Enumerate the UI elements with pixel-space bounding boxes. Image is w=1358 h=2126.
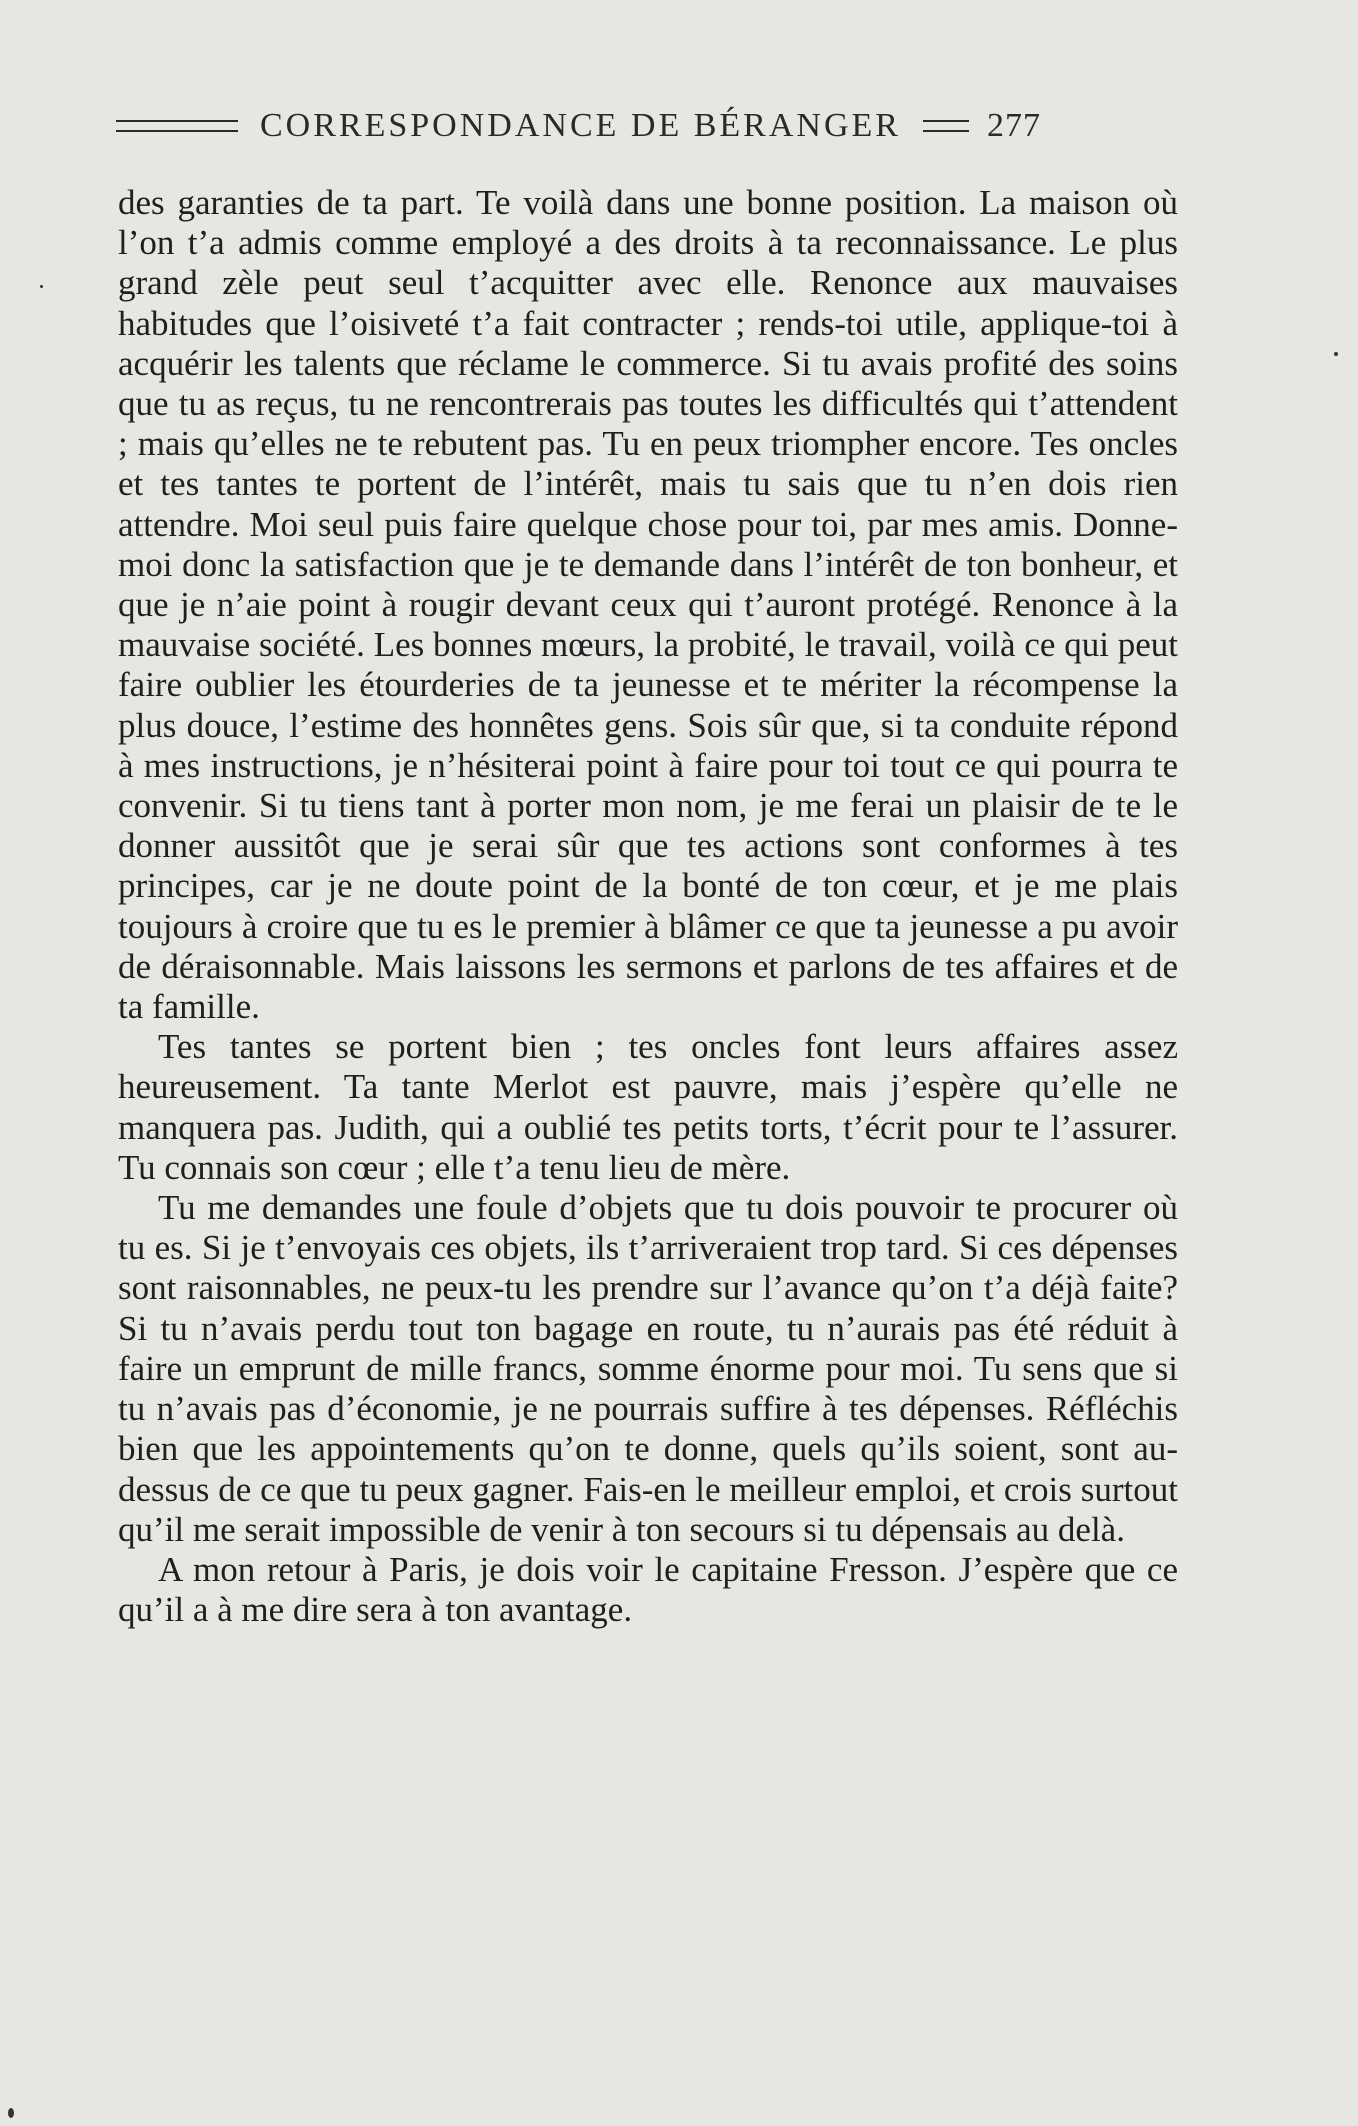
header-rule-left	[116, 120, 238, 132]
running-title: CORRESPONDANCE DE BÉRANGER	[260, 107, 901, 144]
paper-speck	[1334, 352, 1338, 356]
paragraph-3: Tu me demandes une foule d’objets que tu dois pouvoir te procurer où tu es. Si je t’envoyais ces objets, ils t’arriveraient trop tard. Si ces dépenses sont raisonnables, ne peux-tu les prendre sur l’avance qu’on t’a déjà faite? Si tu n’avais perdu tout ton bagage en route, tu n’aurais pas été réduit à faire un emprunt de mille francs, somme énorme pour moi. Tu sens que si tu n’avais pas d’économie, je ne pourrais suffire à tes dépenses. Réfléchis bien que les appointements qu’on te donne, quels qu’ils soient, sont au-dessus de ce que tu peux gagner. Fais-en le meilleur emploi, et crois surtout qu’il me serait impossible de venir à ton secours si tu dépensais au delà.	[118, 1188, 1178, 1549]
letter-body	[118, 183, 1178, 1630]
paragraph-4: A mon retour à Paris, je dois voir le capitaine Fresson. J’espère que ce qu’il a à me dire sera à ton avantage.	[118, 1549, 1178, 1630]
header-rule-right	[923, 120, 969, 132]
page-number: 277	[986, 107, 1041, 144]
running-header	[116, 100, 1178, 152]
paragraph-1: des garanties de ta part. Te voilà dans une bonne position. La maison où l’on t’a admis comme employé a des droits à ta reconnaissance. Le plus grand zèle peut seul t’acquitter avec elle. Renonce aux mauvaises habitudes que l’oisiveté t’a fait contracter ; rends-toi utile, applique-toi à acquérir les talents que réclame le commerce. Si tu avais profité des soins que tu as reçus, tu ne rencontrerais pas toutes les difficultés qui t’attendent ; mais qu’elles ne te rebutent pas. Tu en peux triompher encore. Tes oncles et tes tantes te portent de l’intérêt, mais tu sais que tu n’en dois rien attendre. Moi seul puis faire quelque chose pour toi, par mes amis. Donne-moi donc la satisfaction que je te demande dans l’intérêt de ton bonheur, et que je n’aie point à rougir devant ceux qui t’auront protégé. Renonce à la mauvaise société. Les bonnes mœurs, la probité, le travail, voilà ce qui peut faire oublier les étourderies de ta jeunesse et te mériter la récompense la plus douce, l’estime des honnêtes gens. Sois sûr que, si ta conduite répond à mes instructions, je n’hésiterai point à faire pour toi tout ce qui pourra te convenir. Si tu tiens tant à porter mon nom, je me ferai un plaisir de te le donner aussitôt que je serai sûr que tes actions sont conformes à tes principes, car je ne doute point de la bonté de ton cœur, et je me plais toujours à croire que tu es le premier à blâmer ce que ta jeunesse a pu avoir de déraisonnable. Mais laissons les sermons et parlons de tes affaires et de ta famille.	[118, 183, 1178, 1027]
paper-speck	[40, 285, 43, 288]
paper-speck	[8, 2108, 14, 2118]
paragraph-2: Tes tantes se portent bien ; tes oncles font leurs affaires assez heureusement. Ta tante Merlot est pauvre, mais j’espère qu’elle ne manquera pas. Judith, qui a oublié tes petits torts, t’écrit pour te l’assurer. Tu connais son cœur ; elle t’a tenu lieu de mère.	[118, 1027, 1178, 1187]
